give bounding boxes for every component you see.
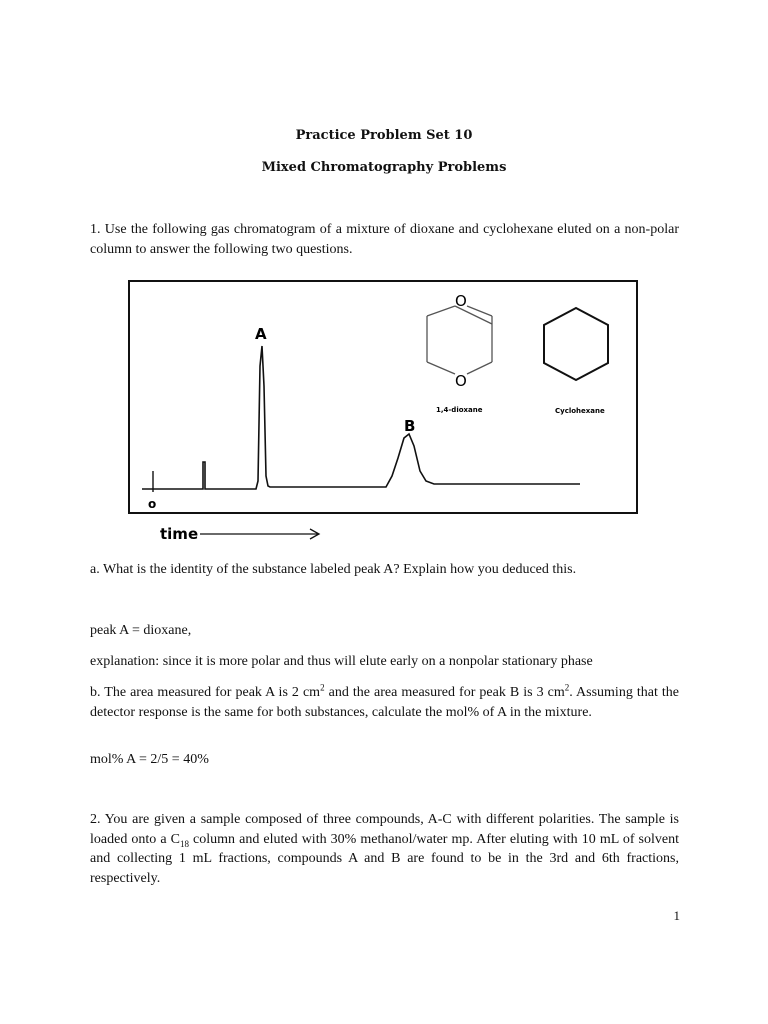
page-title: Practice Problem Set 10	[295, 128, 473, 143]
chromatogram-figure	[124, 276, 640, 546]
dioxane-oxygen-top: O	[455, 292, 467, 310]
question-2-subscript: 18	[179, 838, 189, 849]
cyclohexane-structure	[544, 308, 608, 380]
question-1b-sup1: 2	[320, 682, 325, 693]
page-subtitle: Mixed Chromatography Problems	[261, 160, 507, 175]
origin-label: o	[148, 497, 157, 511]
question-2-part2: column and eluted with 30% methanol/water mp. After eluting with 10 mL of solvent and collecting 1 mL fractions, compounds A and B are found to be in the 3rd and 6th fractions, respectively.	[90, 831, 679, 886]
dioxane-caption: 1,4-dioxane	[436, 406, 483, 414]
explanation-1a: explanation: since it is more polar and thus will elute early on a nonpolar stationary phase	[90, 654, 593, 669]
page-number: 1	[673, 908, 680, 923]
question-1a: a. What is the identity of the substance labeled peak A? Explain how you deduced this.	[90, 562, 577, 577]
dioxane-structure	[427, 292, 492, 390]
question-1b-part3: . Assuming that the detector response is the same for both substances, calculate the mol% of A in the mixture.	[90, 685, 679, 720]
cyclohexane-caption: Cyclohexane	[555, 407, 605, 415]
peak-a-label: A	[255, 325, 267, 343]
chromatogram-trace	[142, 346, 580, 489]
answer-1b: mol% A = 2/5 = 40%	[90, 752, 209, 767]
question-2-part1: 2. You are given a sample composed of three compounds, A-C with different polarities. The sample is loaded onto a C	[90, 812, 679, 847]
question-2	[90, 810, 679, 888]
question-1b-part1: b. The area measured for peak A is 2 cm	[90, 685, 321, 700]
answer-1a: peak A = dioxane,	[90, 623, 192, 638]
dioxane-oxygen-bottom: O	[455, 372, 467, 390]
peak-b-label: B	[404, 417, 416, 435]
question-1-intro: 1. Use the following gas chromatogram of a mixture of dioxane and cyclohexane eluted on a non-polar column to answer the following two questions.	[90, 222, 679, 257]
time-axis-label: time	[160, 525, 199, 543]
question-1b-sup2: 2	[564, 682, 570, 693]
question-1b-part2: and the area measured for peak B is 3 cm	[324, 685, 565, 700]
chromatogram-svg	[124, 276, 640, 546]
question-1b	[90, 683, 679, 722]
